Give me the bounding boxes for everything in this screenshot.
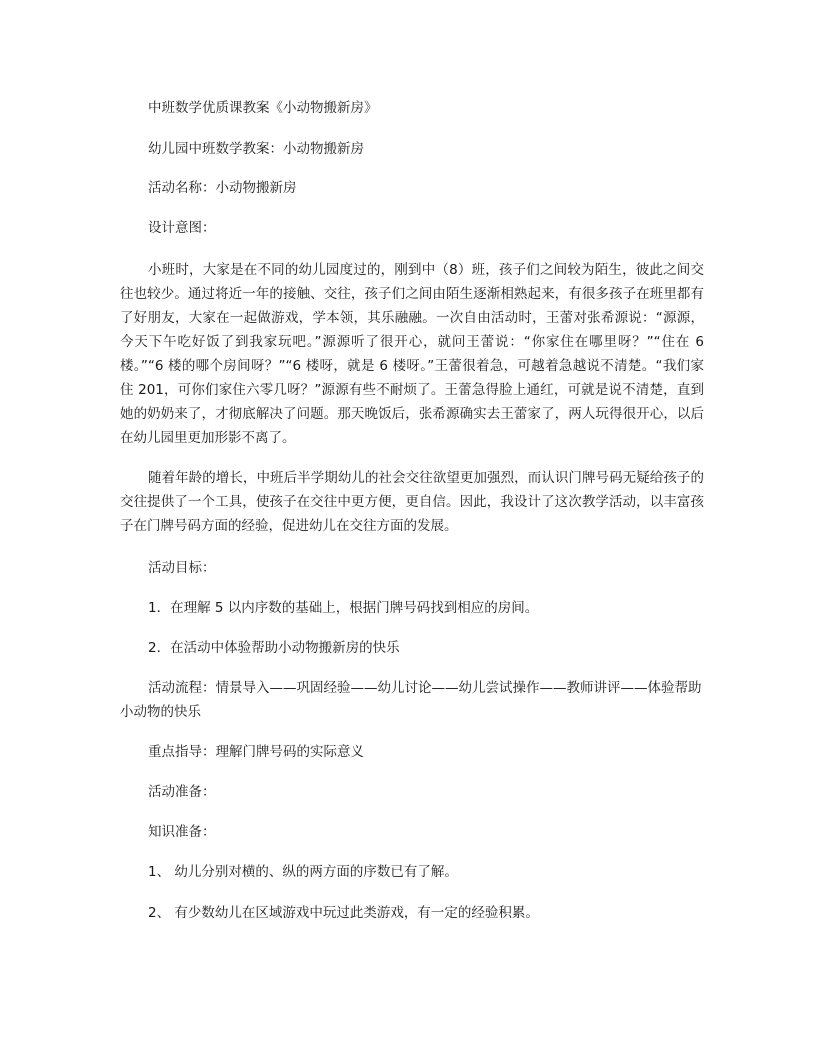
goal-item-1: 1．在理解 5 以内序数的基础上，根据门牌号码找到相应的房间。 xyxy=(148,600,539,616)
knowledge-item-2: 2、 有少数幼儿在区域游戏中玩过此类游戏，有一定的经验积累。 xyxy=(148,905,539,921)
knowledge-item-1: 1、 幼儿分别对横的、纵的两方面的序数已有了解。 xyxy=(148,864,458,880)
knowledge-heading: 知识准备： xyxy=(148,824,216,840)
activity-name: 活动名称：小动物搬新房 xyxy=(148,180,297,196)
design-intent-heading: 设计意图： xyxy=(148,220,216,236)
activity-process: 活动流程：情景导入——巩固经验——幼儿讨论——幼儿尝试操作——教师讲评——体验帮助小动物的快乐 xyxy=(120,680,702,720)
preparation-heading: 活动准备： xyxy=(148,784,216,800)
design-paragraph-1: 小班时，大家是在不同的幼儿园度过的，刚到中（8）班，孩子们之间较为陌生，彼此之间交往也较少。通过将近一年的接触、交往，孩子们之间由陌生逐渐相熟起来，有很多孩子在班里都有了好朋友，大家在一起做游戏，学本领，其乐融融。一次自由活动时，王蕾对张希源说：“源源，今天下午吃好饭了到我家玩吧。”源源听了很开心，就问王蕾说：“你家住在哪里呀？”“住在 6 楼。”“6 楼的哪个房间呀？”“6 楼呀，就是 6 楼呀。”王蕾很着急，可越着急越说不清楚。“我们家住 201，可你们家住六零几呀？”源源有些不耐烦了。王蕾急得脸上通红，可就是说不清楚，直到她的奶奶来了，才彻底解决了问题。那天晚饭后，张希源确实去王蕾家了，两人玩得很开心，以后在幼儿园里更加形影不离了。 xyxy=(120,262,704,446)
document-title: 中班数学优质课教案《小动物搬新房》 xyxy=(148,100,378,116)
document-subtitle: 幼儿园中班数学教案：小动物搬新房 xyxy=(148,141,364,157)
key-guidance: 重点指导：理解门牌号码的实际意义 xyxy=(148,744,364,760)
design-paragraph-2: 随着年龄的增长，中班后半学期幼儿的社会交往欲望更加强烈，而认识门牌号码无疑给孩子的交往提供了一个工具，使孩子在交往中更方便，更自信。因此，我设计了这次教学活动，以丰富孩子在门牌号码方面的经验，促进幼儿在交往方面的发展。 xyxy=(120,470,704,534)
goals-heading: 活动目标： xyxy=(148,560,216,576)
goal-item-2: 2．在活动中体验帮助小动物搬新房的快乐 xyxy=(148,640,400,656)
